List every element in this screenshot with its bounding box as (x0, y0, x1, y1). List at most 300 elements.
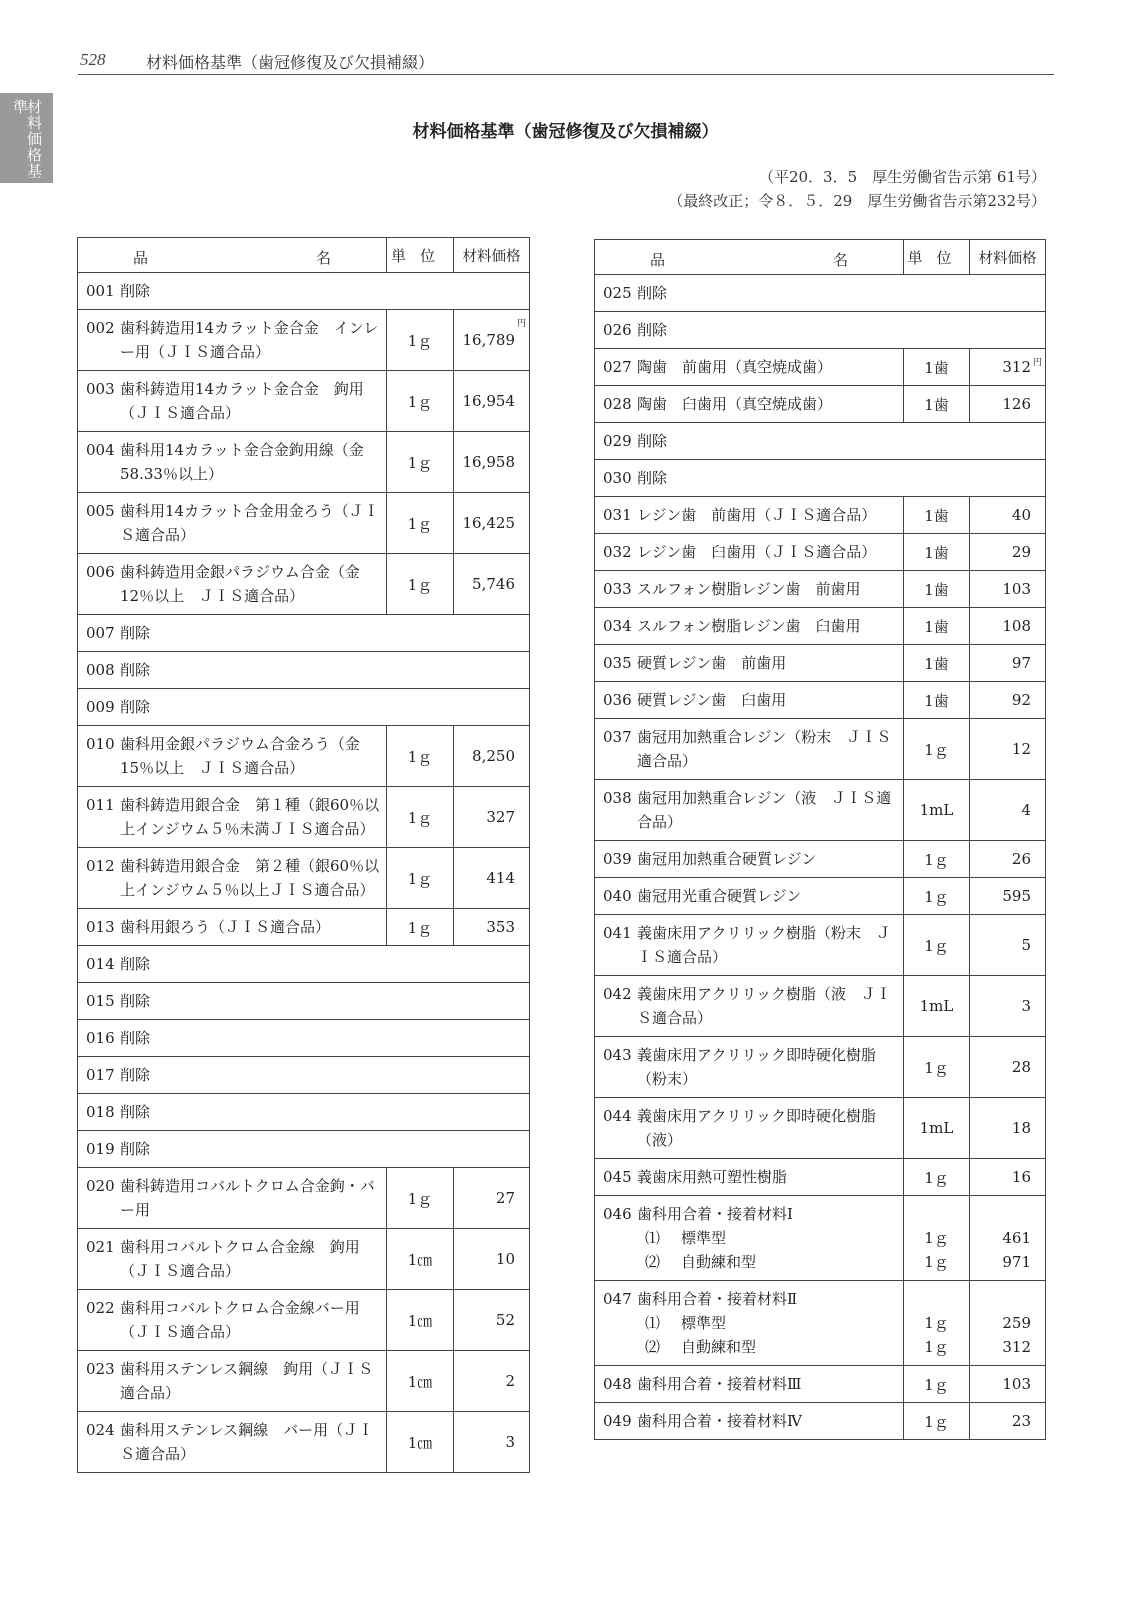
item-name: 歯科用合着・接着材料Ⅱ (637, 1290, 798, 1308)
item-number: 017 (86, 1066, 115, 1084)
item-price-cell (970, 841, 1046, 878)
item-name: 歯科用合着・接着材料Ⅰ (637, 1205, 793, 1223)
item-unit-cell: 1ｇ (387, 848, 454, 909)
sub-item (603, 1311, 897, 1335)
table-row (595, 841, 1046, 878)
item-name-line (603, 884, 897, 908)
table-row (595, 682, 1046, 719)
item-number: 002 (86, 319, 115, 337)
item-unit-cell: 1ｇ (387, 726, 454, 787)
page-title: 材料価格基準（歯冠修復及び欠損補綴） (412, 122, 719, 142)
item-name-cell (78, 983, 530, 1020)
item-price: 5 (1021, 936, 1031, 954)
item-name-cell (595, 571, 904, 608)
item-price: 27 (495, 1189, 515, 1207)
item-number: 025 (603, 284, 632, 302)
item-price-cell (970, 349, 1046, 386)
item-name-line (86, 1174, 380, 1222)
item-name: 歯科鋳造用金銀パラジウム合金（金12％以上 ＪＩＳ適合品） (120, 563, 360, 605)
table-row (78, 946, 530, 983)
item-price: 103 (1002, 580, 1031, 598)
item-name-cell (78, 554, 387, 615)
item-price-cell (970, 645, 1046, 682)
item-price: 97 (1011, 654, 1031, 672)
item-name: 削除 (120, 1140, 151, 1158)
item-name-cell (595, 1037, 904, 1098)
table-row (595, 497, 1046, 534)
table-row (78, 983, 530, 1020)
sub-item-name: 自動練和型 (681, 1253, 757, 1271)
item-name-cell (78, 1131, 530, 1168)
item-name: レジン歯 前歯用（ＪＩＳ適合品） (637, 506, 877, 524)
item-name-line (86, 854, 380, 902)
item-name: 削除 (120, 698, 151, 716)
item-number: 041 (603, 924, 632, 942)
item-name-line (86, 560, 380, 608)
table-row (78, 1020, 530, 1057)
item-name-line (603, 921, 897, 969)
item-number: 021 (86, 1238, 115, 1256)
item-unit-cell: 1mL (904, 1098, 970, 1159)
item-name: 削除 (120, 992, 151, 1010)
item-unit-cell: 1mL (904, 780, 970, 841)
item-name-cell (78, 273, 530, 310)
item-name-cell (595, 780, 904, 841)
table-row (78, 310, 530, 371)
item-name-cell (595, 1403, 904, 1440)
item-price-cell (454, 1351, 530, 1412)
item-price: 595 (1002, 887, 1031, 905)
item-price-cell (970, 878, 1046, 915)
item-unit-cell: 1ｇ (387, 1168, 454, 1229)
item-unit-cell: 1ｇ (387, 371, 454, 432)
item-unit-cell: 1歯 (904, 349, 970, 386)
item-name-line (86, 316, 380, 364)
sub-item-name: 自動練和型 (681, 1338, 757, 1356)
item-name: 歯科用コバルトクロム合金線バー用（ＪＩＳ適合品） (120, 1299, 360, 1341)
item-name-line (86, 1026, 523, 1050)
item-number: 011 (86, 796, 115, 814)
sub-item (603, 1226, 897, 1250)
table-header-row (595, 240, 1046, 275)
item-name-line (86, 279, 523, 303)
item-number: 046 (603, 1205, 632, 1223)
item-name-line (603, 1043, 897, 1091)
item-price: 3 (1021, 997, 1031, 1015)
item-name: 削除 (120, 661, 151, 679)
item-number: 048 (603, 1375, 632, 1393)
item-name-cell (78, 652, 530, 689)
table-row (595, 608, 1046, 645)
table-row (78, 273, 530, 310)
item-price: 16,425 (462, 514, 515, 532)
item-name-cell (78, 371, 387, 432)
table-row (78, 493, 530, 554)
item-unit-cell: 1㎝ (387, 1351, 454, 1412)
item-number: 039 (603, 850, 632, 868)
item-name-line (86, 1296, 380, 1344)
item-name: 削除 (120, 282, 151, 300)
item-name-line (603, 503, 897, 527)
sub-item-price: 259 (1002, 1314, 1031, 1332)
item-price-cell (970, 1403, 1046, 1440)
item-name-line (86, 1357, 380, 1405)
item-price-cell (454, 554, 530, 615)
table-row (595, 645, 1046, 682)
item-name-line (86, 952, 523, 976)
item-name: 義歯床用アクリリック樹脂（粉末 ＪＩＳ適合品） (637, 924, 891, 966)
item-number: 001 (86, 282, 115, 300)
item-name: 義歯床用熱可塑性樹脂 (637, 1168, 788, 1186)
item-name-cell (595, 460, 1046, 497)
item-price-cell (970, 1366, 1046, 1403)
item-number: 010 (86, 735, 115, 753)
table-row (78, 1229, 530, 1290)
table-row (595, 1159, 1046, 1196)
item-name-cell (78, 787, 387, 848)
item-name: 削除 (120, 955, 151, 973)
table-row (78, 787, 530, 848)
table-row (595, 1098, 1046, 1159)
item-name: 削除 (637, 321, 668, 339)
item-name-line (603, 540, 897, 564)
item-name-line (603, 1372, 897, 1396)
column-header-name: 品 名 (78, 238, 387, 273)
item-price-cell (970, 1098, 1046, 1159)
item-number: 032 (603, 543, 632, 561)
item-number: 018 (86, 1103, 115, 1121)
sub-item-unit: 1ｇ (924, 1314, 949, 1332)
item-name: 削除 (120, 1066, 151, 1084)
sub-item-mark: ⑵ (645, 1338, 661, 1356)
item-price: 40 (1011, 506, 1031, 524)
item-unit-cell: 1ｇ (904, 841, 970, 878)
item-price: 103 (1002, 1375, 1031, 1393)
item-name-cell (595, 976, 904, 1037)
item-unit-cell: 1ｇ (387, 554, 454, 615)
item-name-cell (78, 1290, 387, 1351)
item-name: 歯科用コバルトクロム合金線 鉤用（ＪＩＳ適合品） (120, 1238, 360, 1280)
item-name: 陶歯 前歯用（真空焼成歯） (637, 358, 833, 376)
item-price: 16,954 (462, 392, 515, 410)
table-row (78, 1094, 530, 1131)
item-name-line (603, 577, 897, 601)
table-row (595, 976, 1046, 1037)
item-number: 023 (86, 1360, 115, 1378)
table-row (595, 915, 1046, 976)
item-unit-cell: 1歯 (904, 534, 970, 571)
item-name-line (86, 377, 380, 425)
item-price: 92 (1011, 691, 1031, 709)
item-price: 10 (495, 1250, 515, 1268)
item-name-cell (78, 310, 387, 371)
table-row (78, 554, 530, 615)
item-name: 義歯床用アクリリック即時硬化樹脂（粉末） (637, 1046, 876, 1088)
item-unit-cell: 1ｇ (387, 310, 454, 371)
item-price-cell (970, 915, 1046, 976)
item-unit-cell (904, 1196, 970, 1281)
item-name-line (603, 466, 1039, 490)
sub-item-unit: 1ｇ (924, 1229, 949, 1247)
item-price-cell (454, 371, 530, 432)
table-row (78, 652, 530, 689)
item-unit-cell: 1ｇ (904, 878, 970, 915)
item-price-cell (454, 493, 530, 554)
item-name-line (603, 614, 897, 638)
item-name-cell (78, 493, 387, 554)
item-name-line (603, 1287, 897, 1311)
item-name: 歯科鋳造用銀合金 第１種（銀60％以上インジウム５％未満ＪＩＳ適合品） (120, 796, 380, 838)
item-unit-cell: 1mL (904, 976, 970, 1037)
item-name-line (86, 438, 380, 486)
item-number: 027 (603, 358, 632, 376)
item-name: 歯科鋳造用14カラット金合金 鉤用（ＪＩＳ適合品） (120, 380, 364, 422)
item-price-cell (454, 787, 530, 848)
item-name-cell (595, 682, 904, 719)
item-name-cell (78, 615, 530, 652)
page-header (78, 48, 1054, 75)
item-number: 015 (86, 992, 115, 1010)
item-number: 037 (603, 728, 632, 746)
item-price: 16 (1011, 1168, 1031, 1186)
item-name-cell (595, 915, 904, 976)
item-name: 歯科用金銀パラジウム合金ろう（金15％以上 ＪＩＳ適合品） (120, 735, 360, 777)
column-header-name: 品 名 (595, 240, 904, 275)
table-row (595, 1196, 1046, 1281)
item-number: 005 (86, 502, 115, 520)
column-header-unit: 単位 (904, 240, 970, 275)
item-name-cell (78, 848, 387, 909)
item-name-cell (78, 432, 387, 493)
item-price: 327 (486, 808, 515, 826)
item-name: 歯科用合着・接着材料Ⅳ (637, 1412, 802, 1430)
item-name-cell (595, 1196, 904, 1281)
item-unit-cell: 1㎝ (387, 1412, 454, 1473)
item-name: 義歯床用アクリリック樹脂（液 ＪＩＳ適合品） (637, 985, 891, 1027)
item-name: 削除 (637, 432, 668, 450)
item-name-cell (78, 1094, 530, 1131)
item-name-line (603, 725, 897, 773)
item-name-cell (595, 608, 904, 645)
item-price-cell (970, 386, 1046, 423)
item-unit-cell: 1ｇ (387, 787, 454, 848)
item-price-cell (970, 608, 1046, 645)
item-unit-cell (904, 1281, 970, 1366)
item-price-cell (970, 1196, 1046, 1281)
item-name: 歯冠用加熱重合レジン（粉末 ＪＩＳ適合品） (637, 728, 892, 770)
item-price-cell (454, 1229, 530, 1290)
sub-item-name: 標準型 (681, 1229, 727, 1247)
item-name-cell (595, 1281, 904, 1366)
column-header-price: 材料価格 (970, 240, 1046, 275)
item-name-cell (78, 1412, 387, 1473)
item-price: 3 (505, 1433, 515, 1451)
item-name-line (86, 1137, 523, 1161)
item-name-line (86, 621, 523, 645)
sub-item-unit: 1ｇ (924, 1253, 949, 1271)
item-number: 008 (86, 661, 115, 679)
item-name: 歯科用ステンレス鋼線 鉤用（ＪＩＳ適合品） (120, 1360, 374, 1402)
item-number: 043 (603, 1046, 632, 1064)
item-price-cell (970, 1159, 1046, 1196)
item-name-line (603, 1165, 897, 1189)
item-number: 030 (603, 469, 632, 487)
sub-item (603, 1335, 897, 1359)
table-row (78, 1351, 530, 1412)
item-name: 硬質レジン歯 臼歯用 (637, 691, 787, 709)
item-number: 009 (86, 698, 115, 716)
item-name: 歯科用合着・接着材料Ⅲ (637, 1375, 802, 1393)
item-name-cell (595, 312, 1046, 349)
table-row (78, 726, 530, 787)
item-number: 028 (603, 395, 632, 413)
item-name: 歯科用銀ろう（ＪＩＳ適合品） (120, 918, 331, 936)
item-unit-cell: 1㎝ (387, 1229, 454, 1290)
item-name: スルフォン樹脂レジン歯 前歯用 (637, 580, 861, 598)
item-unit-cell: 1ｇ (904, 1366, 970, 1403)
table-row (595, 571, 1046, 608)
item-name-line (603, 1202, 897, 1226)
item-name-cell (78, 909, 387, 946)
item-price: 8,250 (472, 747, 515, 765)
item-number: 026 (603, 321, 632, 339)
item-name-cell (78, 726, 387, 787)
item-name-cell (595, 719, 904, 780)
item-name-cell (595, 386, 904, 423)
item-price-cell (970, 1281, 1046, 1366)
table-header-row (78, 238, 530, 273)
item-name: 歯科用14カラット合金用金ろう（ＪＩＳ適合品） (120, 502, 379, 544)
item-name-cell (595, 534, 904, 571)
column-header-unit: 単位 (387, 238, 454, 273)
sub-item-price: 312 (1002, 1338, 1031, 1356)
item-unit-cell: 1歯 (904, 645, 970, 682)
item-name: 陶歯 臼歯用（真空焼成歯） (637, 395, 833, 413)
item-name-line (86, 732, 380, 780)
item-name-cell (595, 497, 904, 534)
sub-item-mark: ⑵ (645, 1253, 661, 1271)
item-name-line (86, 793, 380, 841)
item-unit-cell: 1ｇ (387, 909, 454, 946)
item-price: 16,789 (462, 331, 515, 349)
item-name-line (603, 786, 897, 834)
item-price: 108 (1002, 617, 1031, 635)
table-row (595, 534, 1046, 571)
item-name-cell (595, 423, 1046, 460)
side-tab-label: 材料価格基準 (11, 99, 43, 179)
table-row (78, 615, 530, 652)
sub-item-unit: 1ｇ (924, 1338, 949, 1356)
table-row (595, 275, 1046, 312)
item-name-line (603, 982, 897, 1030)
item-price: 18 (1011, 1119, 1031, 1137)
table-row (595, 1366, 1046, 1403)
item-price: 4 (1021, 801, 1031, 819)
item-unit-cell: 1歯 (904, 682, 970, 719)
item-number: 035 (603, 654, 632, 672)
table-row (595, 1281, 1046, 1366)
item-price: 29 (1011, 543, 1031, 561)
item-name: 歯科用14カラット金合金鉤用線（金58.33％以上） (120, 441, 364, 483)
table-row (78, 371, 530, 432)
item-unit-cell: 1ｇ (904, 1403, 970, 1440)
sub-item-name: 標準型 (681, 1314, 727, 1332)
table-row (78, 1131, 530, 1168)
item-price-cell (454, 1290, 530, 1351)
item-number: 040 (603, 887, 632, 905)
item-unit-cell: 1ｇ (904, 915, 970, 976)
table-row (595, 1037, 1046, 1098)
item-number: 022 (86, 1299, 115, 1317)
item-name: 歯科鋳造用14カラット金合金 インレー用（ＪＩＳ適合品） (120, 319, 379, 361)
item-name-cell (78, 1020, 530, 1057)
item-price-cell (970, 497, 1046, 534)
item-number: 012 (86, 857, 115, 875)
item-name: 削除 (120, 1029, 151, 1047)
item-number: 038 (603, 789, 632, 807)
item-name: 義歯床用アクリリック即時硬化樹脂（液） (637, 1107, 876, 1149)
item-number: 033 (603, 580, 632, 598)
item-price-cell (970, 1037, 1046, 1098)
item-name: 削除 (637, 284, 668, 302)
item-name-cell (595, 349, 904, 386)
item-name: 削除 (120, 1103, 151, 1121)
item-price: 353 (486, 918, 515, 936)
item-name-cell (78, 1351, 387, 1412)
table-row (595, 423, 1046, 460)
item-price-cell (970, 571, 1046, 608)
item-name: 歯冠用加熱重合硬質レジン (637, 850, 817, 868)
item-name: 歯科鋳造用コバルトクロム合金鉤・バー用 (120, 1177, 375, 1219)
item-number: 044 (603, 1107, 632, 1125)
item-name-cell (595, 841, 904, 878)
item-price: 28 (1011, 1058, 1031, 1076)
item-price: 2 (505, 1372, 515, 1390)
item-name-cell (595, 275, 1046, 312)
yen-mark: 円 (516, 319, 526, 329)
item-name-line (603, 1104, 897, 1152)
item-number: 003 (86, 380, 115, 398)
item-name-line (86, 1418, 380, 1466)
item-price-cell (454, 1168, 530, 1229)
item-number: 047 (603, 1290, 632, 1308)
item-price-cell (970, 682, 1046, 719)
item-name-cell (595, 878, 904, 915)
item-name-cell (595, 1366, 904, 1403)
table-row (595, 719, 1046, 780)
item-price: 312 (1002, 358, 1031, 376)
table-row (595, 1403, 1046, 1440)
item-name-line (603, 688, 897, 712)
item-name-cell (595, 645, 904, 682)
item-price-cell (454, 1412, 530, 1473)
item-price-cell (970, 534, 1046, 571)
item-price-cell (970, 719, 1046, 780)
item-name: 歯科鋳造用銀合金 第２種（銀60％以上インジウム５％以上ＪＩＳ適合品） (120, 857, 380, 899)
item-number: 045 (603, 1168, 632, 1186)
item-number: 029 (603, 432, 632, 450)
table-row (78, 1057, 530, 1094)
item-unit-cell: 1ｇ (904, 719, 970, 780)
item-name-cell (595, 1159, 904, 1196)
item-price-cell (454, 726, 530, 787)
item-price-cell (970, 976, 1046, 1037)
table-row (78, 689, 530, 726)
item-number: 013 (86, 918, 115, 936)
item-name-line (86, 499, 380, 547)
price-table-right (594, 239, 1046, 1440)
item-name-line (603, 318, 1039, 342)
